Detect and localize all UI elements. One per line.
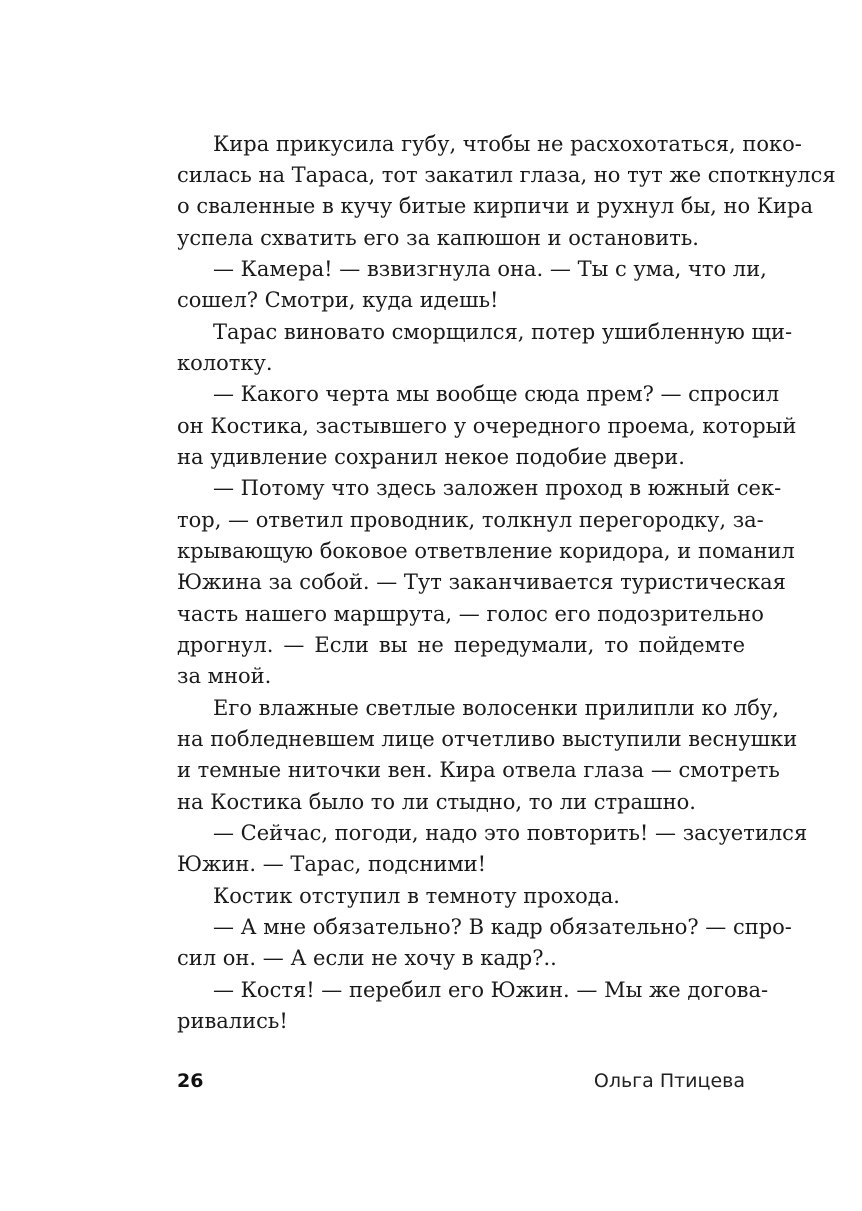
text-line: о сваленные в кучу битые кирпичи и рухнул бы, но Кира [177,194,813,218]
text-line: он Костика, застывшего у очередного проема, который [177,414,797,438]
text-line: дрогнул. — Если вы не передумали, то пойдемте [177,633,745,657]
text-line: колотку. [177,351,273,375]
text-line: на удивление сохранил некое подобие двери. [177,445,685,469]
text-line: Тарас виновато сморщился, потер ушибленную щи- [213,320,793,344]
text-line: — Костя! — перебил его Южин. — Мы же догова- [213,978,769,1002]
text-line: Его влажные светлые волосенки прилипли ко лбу, [213,696,779,720]
text-line: сил он. — А если не хочу в кадр?.. [177,946,557,970]
text-line: — Потому что здесь заложен проход в южный сек- [213,476,782,500]
text-line: тор, — ответил проводник, толкнул перегородку, за- [177,508,764,532]
text-line: — Какого черта мы вообще сюда прем? — спросил [213,382,780,406]
text-line: успела схватить его за капюшон и остановить. [177,226,699,250]
text-line: на Костика было то ли стыдно, то ли страшно. [177,790,696,814]
text-line: и темные ниточки вен. Кира отвела глаза — смотреть [177,758,780,782]
text-line: — Сейчас, погоди, надо это повторить! — засуетился [213,821,808,845]
running-footer-author: Ольга Птицева [593,1070,745,1092]
text-line: Костик отступил в темноту прохода. [213,884,620,908]
text-line: сошел? Смотри, куда идешь! [177,288,499,312]
text-line: — А мне обязательно? В кадр обязательно? — спро- [213,915,792,939]
text-line: силась на Тараса, тот закатил глаза, но тут же споткнулся [177,163,836,187]
text-line: Южин. — Тарас, подсними! [177,852,487,876]
text-line: на побледневшем лице отчетливо выступили веснушки [177,727,798,751]
text-line: ривались! [177,1009,288,1033]
text-line: Южина за собой. — Тут заканчивается туристическая [177,570,786,594]
page-number: 26 [177,1070,204,1092]
text-line: за мной. [177,664,272,688]
text-line: часть нашего маршрута, — голос его подозрительно [177,602,764,626]
text-line: Кира прикусила губу, чтобы не расхохотаться, поко- [213,132,802,156]
text-line: крывающую боковое ответвление коридора, и поманил [177,539,795,563]
text-line: — Камера! — взвизгнула она. — Ты с ума, что ли, [213,257,767,281]
